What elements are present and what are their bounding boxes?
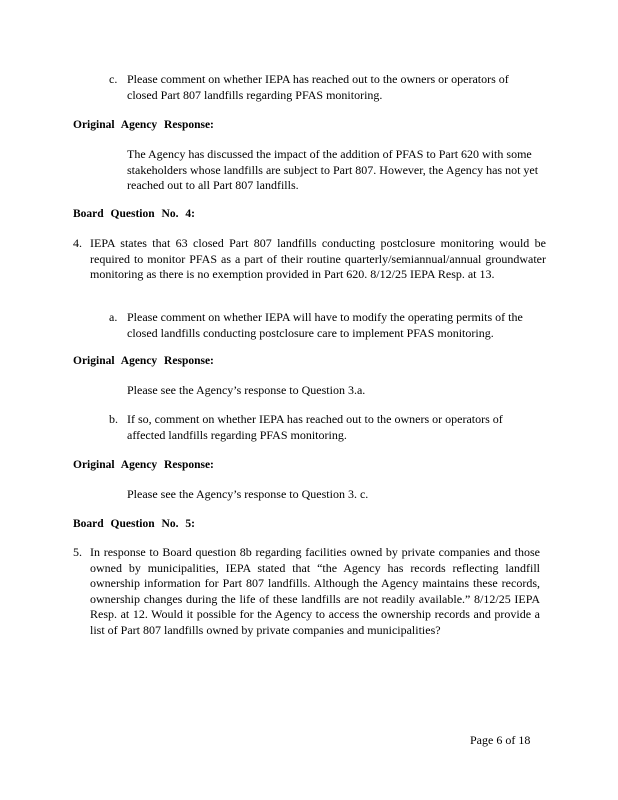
list-marker: a. <box>109 310 118 324</box>
question-text: Please comment on whether IEPA has reached out to the owners or operators of closed Part 807 landfills regarding PFAS monitoring. <box>127 72 509 102</box>
question-text: If so, comment on whether IEPA has reached out to the owners or operators of affected landfills regarding PFAS monitoring. <box>127 412 503 442</box>
question-text: In response to Board question 8b regarding facilities owned by private companies and those owned by municipalities, IEPA stated that “the Agency has records reflecting landfill ownership information for Part 807 landfills. Although the Agency maintains these records, ownership changes during the life of these landfills are not readily available.” 8/12/25 IEPA Resp. at 12. Would it possible for the Agency to access the ownership records and provide a list of Part 807 landfills owned by private companies and municipalities? <box>90 545 540 637</box>
question-3c <box>109 72 519 103</box>
agency-response-text: Please see the Agency’s response to Question 3.a. <box>127 383 366 397</box>
agency-response-text: Please see the Agency’s response to Question 3. c. <box>127 487 369 501</box>
list-marker: b. <box>109 412 118 426</box>
original-agency-response-heading: Original Agency Response: <box>73 119 214 131</box>
original-agency-response-heading: Original Agency Response: <box>73 459 214 471</box>
question-4b <box>109 412 529 443</box>
page-number: Page 6 of 18 <box>470 733 531 747</box>
list-marker: 5. <box>73 545 82 559</box>
agency-response-text: The Agency has discussed the impact of the addition of PFAS to Part 620 with some stakeholders whose landfills are subject to Part 807. However, the Agency has not yet reached out to all Part 807 landfills. <box>127 147 539 192</box>
question-text: Please comment on whether IEPA will have to modify the operating permits of the closed landfills conducting postclosure care to implement PFAS monitoring. <box>127 310 523 340</box>
question-4a <box>109 310 529 341</box>
question-4 <box>73 236 546 283</box>
list-marker: 4. <box>73 236 82 250</box>
original-agency-response-heading: Original Agency Response: <box>73 355 214 367</box>
board-question-4-heading: Board Question No. 4: <box>73 208 195 220</box>
list-marker: c. <box>109 72 118 86</box>
board-question-5-heading: Board Question No. 5: <box>73 518 195 530</box>
question-5 <box>73 545 540 638</box>
question-text: IEPA states that 63 closed Part 807 landfills conducting postclosure monitoring would be required to monitor PFAS as a part of their routine quarterly/semiannual/annual groundwater monitoring as there is no exemption provided in Part 620. 8/12/25 IEPA Resp. at 13. <box>90 236 546 281</box>
